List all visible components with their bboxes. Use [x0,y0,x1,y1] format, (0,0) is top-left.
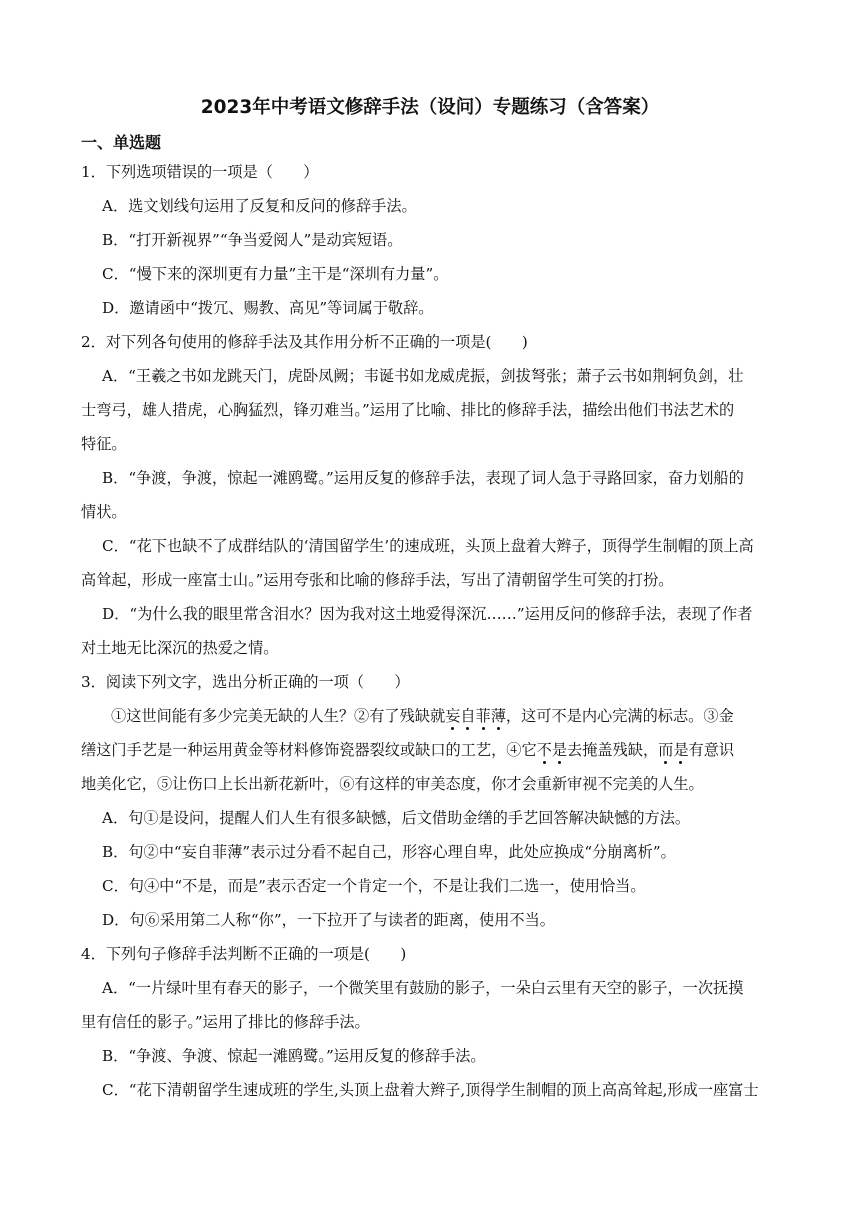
question-3-stem: 3．阅读下列文字，选出分析正确的一项（ ） [81,673,410,691]
passage-text: ，这可不是内心完满的标志。③金 [505,707,734,725]
question-3-option-b: B．句②中“妄自菲薄”表示过分看不起自己，形容心理自卑，此处应换成“分崩离析”。 [102,843,676,861]
question-3-option-c: C．句④中“不是，而是”表示否定一个肯定一个，不是让我们二选一，使用恰当。 [102,877,646,895]
emphasis-char: 是 [673,741,689,759]
passage-text: 有意识 [688,741,735,759]
emphasis-char: 是 [551,741,567,759]
question-2-option-a-cont: 特征。 [81,435,127,453]
question-2-option-c-cont: 高耸起，形成一座富士山。”运用夸张和比喻的修辞手法，写出了清朝留学生可笑的打扮。 [81,571,674,589]
emphasis-char: 妄 [445,707,461,725]
question-1-option-c: C．“慢下来的深圳更有力量”主干是“深圳有力量”。 [102,265,449,283]
question-4-stem: 4．下列句子修辞手法判断不正确的一项是( ) [81,945,407,963]
reading-passage-line [81,739,734,761]
reading-passage-line: 地美化它，⑤让伤口上长出新花新叶，⑥有这样的审美态度，你才会重新审视不完美的人生。 [81,775,704,793]
question-3-option-d: D．句⑥采用第二人称“你”，一下拉开了与读者的距离，使用不当。 [102,911,555,929]
question-3-option-a: A．句①是设问，提醒人们人生有很多缺憾，后文借助金缮的手艺回答解决缺憾的方法。 [102,809,691,827]
question-2-option-b-cont: 情状。 [81,503,127,521]
question-4-option-b: B．“争渡、争渡、惊起一滩鸥鹭。”运用反复的修辞手法。 [102,1047,486,1065]
question-1-option-b: B．“打开新视界”“争当爱阅人”是动宾短语。 [102,231,403,249]
question-4-option-c: C．“花下清朝留学生速成班的学生,头顶上盘着大辫子,顶得学生制帽的顶上高高耸起,形成一座富士 [102,1081,759,1099]
question-2-option-d-cont: 对土地无比深沉的热爱之情。 [81,639,279,657]
reading-passage-line [111,705,734,727]
emphasis-char: 菲 [475,707,491,725]
question-2-option-c: C．“花下也缺不了成群结队的‘清国留学生’的速成班，头顶上盘着大辫子，顶得学生制帽的顶上高 [102,537,754,555]
question-2-option-d: D．“为什么我的眼里常含泪水？因为我对这土地爱得深沉……”运用反问的修辞手法，表现了作者 [102,605,753,623]
passage-text: 去掩盖残缺， [567,741,659,759]
question-1-option-a: A．选文划线句运用了反复和反问的修辞手法。 [102,197,417,215]
question-4-option-a: A．“一片绿叶里有春天的影子，一个微笑里有鼓励的影子，一朵白云里有天空的影子，一次抚摸 [102,979,744,997]
question-2-stem: 2．对下列各句使用的修辞手法及其作用分析不正确的一项是( ) [81,333,528,351]
question-2-option-b: B．“争渡，争渡，惊起一滩鸥鹭。”运用反复的修辞手法，表现了词人急于寻路回家，奋力划船的 [102,469,744,487]
emphasis-char: 薄 [490,707,506,725]
question-2-option-a: A．“王羲之书如龙跳天门，虎卧凤阙；韦诞书如龙威虎振，剑拔弩张；萧子云书如荆轲负剑，壮 [102,367,744,385]
question-1-stem: 1．下列选项错误的一项是（ ） [81,163,319,181]
question-1-option-d: D．邀请函中“拨冗、赐教、高见”等词属于敬辞。 [102,299,434,317]
emphasis-char: 而 [658,741,674,759]
section-heading: 一、单选题 [81,133,162,152]
passage-text: ①这世间能有多少完美无缺的人生？②有了残缺就 [111,707,446,725]
passage-text: 缮这门手艺是一种运用黄金等材料修饰瓷器裂纹或缺口的工艺，④它 [81,741,537,759]
page-title: 2023年中考语文修辞手法（设问）专题练习（含答案） [200,97,660,118]
question-4-option-a-cont: 里有信任的影子。”运用了排比的修辞手法。 [81,1013,370,1031]
emphasis-char: 不 [536,741,552,759]
question-2-option-a-cont: 士弯弓，雄人措虎，心胸猛烈，锋刃难当。”运用了比喻、排比的修辞手法，描绘出他们书法艺术的 [81,401,735,419]
emphasis-char: 自 [460,707,476,725]
